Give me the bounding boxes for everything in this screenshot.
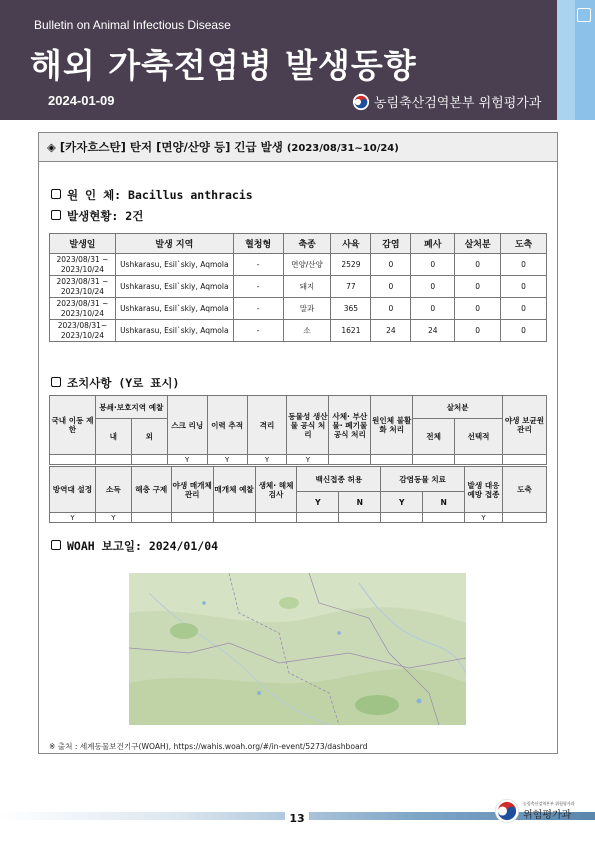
bulletin-date: 2024-01-09 <box>48 93 115 108</box>
status-label: 발생현황: <box>67 209 119 223</box>
col-header: 폐사 <box>411 234 455 254</box>
page-title: 해외 가축전염병 발생동향 <box>30 46 417 85</box>
measure-mark: Y <box>167 455 207 465</box>
infected-cell: 24 <box>371 320 411 342</box>
content-box <box>38 132 558 754</box>
date-cell: 2023/08/31 ~ 2023/10/24 <box>50 276 116 298</box>
map-image <box>129 573 466 725</box>
col-header: 혈청형 <box>233 234 283 254</box>
measure-header: 격리 <box>247 396 287 455</box>
measure-subheader: Y <box>381 492 423 513</box>
section-heading <box>39 133 557 162</box>
measure-header: 해충 구제 <box>131 467 171 513</box>
col-header: 도축 <box>501 234 547 254</box>
bulletin-subtitle: Bulletin on Animal Infectious Disease <box>34 18 231 32</box>
measure-header: 야생 보균원 관리 <box>502 396 546 455</box>
measure-row <box>50 455 547 465</box>
species-cell: 돼지 <box>283 276 331 298</box>
col-header: 발생일 <box>50 234 116 254</box>
header-banner <box>0 0 557 120</box>
table-row <box>50 298 547 320</box>
col-header: 축종 <box>283 234 331 254</box>
raised-cell: 2529 <box>331 254 371 276</box>
table-row <box>50 254 547 276</box>
measure-mark: Y <box>287 455 329 465</box>
culled-cell: 0 <box>455 320 501 342</box>
measure-subheader: N <box>339 492 381 513</box>
measure-subheader: Y <box>297 492 339 513</box>
report-value: 2024/01/04 <box>148 539 219 553</box>
measure-header: 백신접종 허용 <box>297 467 381 492</box>
measures-label: 조치사항 (Y로 표시) <box>67 376 180 390</box>
slaughtered-cell: 0 <box>501 254 547 276</box>
footer-org-text: 위험평가과 <box>523 810 572 821</box>
measure-header: 소독 <box>95 467 131 513</box>
date-cell: 2023/08/31 ~ 2023/10/24 <box>50 298 116 320</box>
measure-header: 방역대 설정 <box>50 467 96 513</box>
measure-mark <box>297 513 339 523</box>
measure-mark: Y <box>465 513 503 523</box>
region-cell: Ushkarasu, Esil`skiy, Aqmola <box>115 254 233 276</box>
taegeuk-icon <box>494 798 520 824</box>
status-value: 2건 <box>125 209 144 223</box>
culled-cell: 0 <box>455 298 501 320</box>
slaughtered-cell: 0 <box>501 276 547 298</box>
measure-mark <box>329 455 371 465</box>
slaughtered-cell: 0 <box>501 320 547 342</box>
table-row <box>50 320 547 342</box>
pathogen-label: 원 인 체: <box>67 188 122 202</box>
serotype-cell: - <box>233 276 283 298</box>
measure-header: 원인체 불활화 처리 <box>371 396 413 455</box>
measure-subheader: 선택적 <box>455 419 503 455</box>
measure-mark <box>381 513 423 523</box>
raised-cell: 365 <box>331 298 371 320</box>
species-cell: 면양/산양 <box>283 254 331 276</box>
footer-logo <box>494 798 575 824</box>
footer-org-small: 농림축산검역본부 위험평가과 <box>523 801 575 806</box>
measure-mark <box>255 513 297 523</box>
region-cell: Ushkarasu, Esil`skiy, Aqmola <box>115 298 233 320</box>
measure-row <box>50 513 547 523</box>
measure-mark <box>131 455 167 465</box>
measure-mark <box>502 455 546 465</box>
measure-subheader: N <box>423 492 465 513</box>
serotype-cell: - <box>233 254 283 276</box>
measure-subheader: 외 <box>131 419 167 455</box>
measure-header: 감염동물 치료 <box>381 467 465 492</box>
measure-mark: Y <box>207 455 247 465</box>
measure-mark <box>503 513 547 523</box>
measure-header: 이력 추적 <box>207 396 247 455</box>
raised-cell: 77 <box>331 276 371 298</box>
measures-table-1 <box>49 395 547 465</box>
outbreak-table <box>49 233 547 342</box>
source-note: ※ 출처 : 세계동물보건기구(WOAH), https://wahis.woah.org/#/in-event/5273/dashboard <box>49 742 368 751</box>
measure-header: 살처분 <box>413 396 503 419</box>
measure-mark <box>455 455 503 465</box>
raised-cell: 1621 <box>331 320 371 342</box>
status-line <box>51 208 143 224</box>
report-label: WOAH 보고일: <box>67 539 142 553</box>
measure-header: 생체· 해체 검사 <box>255 467 297 513</box>
region-cell: Ushkarasu, Esil`skiy, Aqmola <box>115 320 233 342</box>
measure-mark <box>423 513 465 523</box>
col-header: 사육 <box>331 234 371 254</box>
org-logo <box>352 92 541 111</box>
section-title: ◈ [카자흐스탄] 탄저 [면양/산양 등] 긴급 발생 <box>47 140 283 154</box>
species-cell: 소 <box>283 320 331 342</box>
measure-header: 야생 매개체 관리 <box>171 467 213 513</box>
infected-cell: 0 <box>371 276 411 298</box>
checkbox-icon <box>51 189 61 199</box>
corner-page-icon <box>577 8 591 22</box>
col-header: 감염 <box>371 234 411 254</box>
measure-subheader: 내 <box>95 419 131 455</box>
slaughtered-cell: 0 <box>501 298 547 320</box>
infected-cell: 0 <box>371 254 411 276</box>
measure-header: 봉쇄·보호지역 예찰 <box>95 396 167 419</box>
measure-header: 동물성 생산물 공식 처리 <box>287 396 329 455</box>
region-cell: Ushkarasu, Esil`skiy, Aqmola <box>115 276 233 298</box>
measure-mark: Y <box>95 513 131 523</box>
measure-mark <box>50 455 96 465</box>
infected-cell: 0 <box>371 298 411 320</box>
measure-header: 매개체 예찰 <box>213 467 255 513</box>
section-period: (2023/08/31~10/24) <box>286 143 399 154</box>
date-cell: 2023/08/31~ 2023/10/24 <box>50 320 116 342</box>
measure-mark <box>413 455 455 465</box>
dead-cell: 0 <box>411 254 455 276</box>
checkbox-icon <box>51 540 61 550</box>
measure-header: 발생 대응 예방 접종 <box>465 467 503 513</box>
table-header-row <box>50 234 547 254</box>
measure-mark: Y <box>50 513 96 523</box>
checkbox-icon <box>51 377 61 387</box>
species-cell: 말과 <box>283 298 331 320</box>
measure-mark <box>171 513 213 523</box>
measure-mark <box>95 455 131 465</box>
measure-mark <box>371 455 413 465</box>
measure-header: 스크 리닝 <box>167 396 207 455</box>
checkbox-icon <box>51 210 61 220</box>
pathogen-line <box>51 187 253 203</box>
measure-header: 사체· 부산물· 폐기물 공식 처리 <box>329 396 371 455</box>
measure-header: 국내 이동 제한 <box>50 396 96 455</box>
measures-table-2 <box>49 466 547 523</box>
measure-header: 도축 <box>503 467 547 513</box>
culled-cell: 0 <box>455 254 501 276</box>
culled-cell: 0 <box>455 276 501 298</box>
pathogen-value: Bacillus anthracis <box>128 188 253 202</box>
serotype-cell: - <box>233 298 283 320</box>
dead-cell: 0 <box>411 298 455 320</box>
measure-mark: Y <box>247 455 287 465</box>
measure-mark <box>131 513 171 523</box>
taegeuk-icon <box>352 93 370 111</box>
dead-cell: 24 <box>411 320 455 342</box>
page-number: 13 <box>285 810 309 828</box>
report-date-line <box>51 538 218 554</box>
measures-heading <box>51 375 179 391</box>
measure-mark <box>339 513 381 523</box>
date-cell: 2023/08/31 ~ 2023/10/24 <box>50 254 116 276</box>
col-header: 발생 지역 <box>115 234 233 254</box>
measure-subheader: 전체 <box>413 419 455 455</box>
serotype-cell: - <box>233 320 283 342</box>
measure-mark <box>213 513 255 523</box>
outbreak-map <box>129 573 466 725</box>
org-name: 농림축산검역본부 위험평가과 <box>374 96 542 111</box>
dead-cell: 0 <box>411 276 455 298</box>
table-row <box>50 276 547 298</box>
col-header: 살처분 <box>455 234 501 254</box>
